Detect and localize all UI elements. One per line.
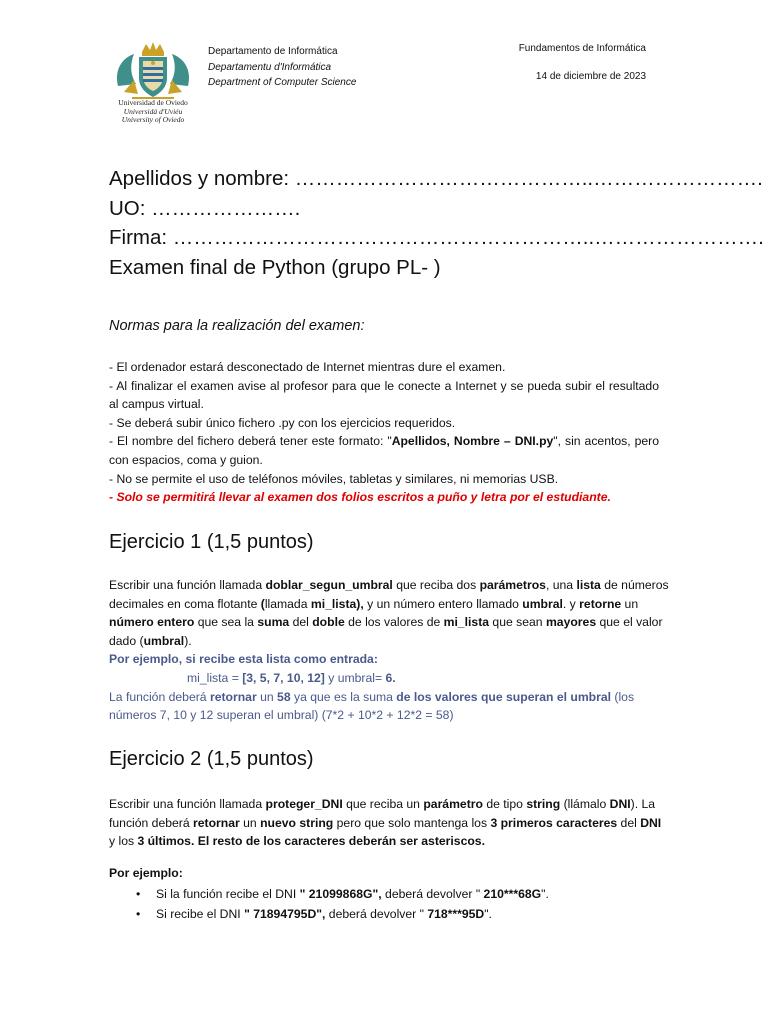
university-names (112, 99, 194, 125)
exercise-1-statement (109, 576, 669, 650)
text: deberá devolver " (381, 886, 484, 901)
text: que sean (489, 615, 546, 630)
exercise-2-example-label: Por ejemplo: (109, 866, 183, 880)
university-name-ast: Universidá d'Uviéu (123, 106, 183, 116)
university-name-es: Universidad de Oviedo (118, 98, 188, 107)
text: La función deberá (109, 689, 210, 704)
university-seal-icon (112, 40, 194, 102)
rule-internet: - El ordenador estará desconectado de Internet mientras dure el examen. (109, 360, 506, 374)
text: umbral (522, 596, 563, 611)
uo-field[interactable]: UO: …………………. (109, 196, 301, 220)
text: . y (562, 596, 580, 611)
text: ". (484, 907, 492, 922)
text: mi_lista = (187, 670, 243, 685)
rule-paper-sheets: - Solo se permitirá llevar al examen dos folios escritos a puño y letra por el estudiante. (109, 490, 611, 505)
rule-filename (109, 432, 659, 469)
text: pero que solo mantenga los (333, 815, 491, 830)
text: doble (312, 615, 345, 630)
exercise-2-body (109, 795, 669, 851)
example-threshold: 6. (385, 670, 396, 685)
rules-list (109, 358, 659, 507)
text: (los números 7, 10 y 12 superan el umbral) (7*2 + 10*2 + 12*2 = 58) (109, 689, 635, 723)
text: parámetros (479, 578, 546, 592)
text: DNI (640, 815, 662, 830)
text: que reciba dos (392, 578, 480, 592)
exercise-1-title: Ejercicio 1 (1,5 puntos) (109, 531, 314, 553)
exercise-1-example-label: Por ejemplo, si recibe esta lista como entrada: (109, 652, 378, 667)
student-fields (109, 164, 764, 282)
text: ". (541, 886, 549, 901)
department-block (208, 44, 356, 91)
exam-date: 14 de diciembre de 2023 (535, 71, 646, 82)
exercise-2-title: Ejercicio 2 (1,5 puntos) (109, 748, 314, 770)
exercise-2-statement (109, 795, 669, 851)
text: de los valores que superan el umbral (396, 689, 612, 704)
text: y un número entero llamado (363, 596, 523, 611)
university-name-en: University of Oviedo (121, 115, 185, 125)
exam-title: Examen final de Python (grupo PL- ) (109, 255, 441, 279)
list-item (136, 885, 549, 904)
department-name-ast: Departamentu d'Informática (208, 61, 332, 73)
text: mayores (545, 615, 597, 630)
text: mi_lista (443, 615, 490, 630)
text: retornar (193, 815, 240, 830)
course-name: Fundamentos de Informática (518, 43, 646, 54)
department-name-en: Department of Computer Science (208, 77, 357, 88)
text: suma (257, 615, 290, 630)
text: y los (109, 834, 138, 849)
text: del (617, 815, 641, 830)
text: mi_lista), (310, 596, 364, 611)
text: , una (545, 578, 577, 592)
exercise-1-body (109, 576, 669, 725)
text: número entero (109, 615, 195, 630)
rules-title: Normas para la realización del examen: (109, 318, 365, 334)
text: string (526, 797, 561, 811)
department-name-es: Departamento de Informática (208, 46, 338, 57)
list-item (136, 905, 549, 924)
function-name: proteger_DNI (265, 797, 343, 811)
text: deberá devolver " (325, 907, 428, 922)
text: ). (184, 633, 192, 648)
text: ", sin acentos, pero con espacios, coma y guion. (109, 434, 659, 467)
name-field[interactable]: Apellidos y nombre: ……………………………………..……………………. (109, 167, 763, 190)
text: llamada (264, 596, 311, 611)
rule-upload: - Al finalizar el examen avise al profesor para que le conecte a Internet y se pueda subir el resultado al campus virtual. (109, 378, 659, 412)
text: de los valores de (344, 615, 444, 630)
exercise-1-example-input (109, 669, 669, 688)
text: retornar (209, 689, 257, 704)
function-name: doblar_segun_umbral (265, 578, 393, 592)
text: umbral (143, 633, 185, 648)
rule-devices: - No se permite el uso de teléfonos móviles, tabletas y similares, ni memorias USB. (109, 471, 559, 486)
filename-format: Apellidos, Nombre – DNI.py (391, 434, 554, 449)
text: (llámalo (560, 797, 610, 811)
bullet-icon: • (136, 886, 141, 901)
text: lista (576, 578, 601, 592)
rule-single-file: - Se deberá subir único fichero .py con los ejercicios requeridos. (109, 415, 456, 430)
example-list (109, 885, 549, 924)
text: 210***68G (483, 886, 542, 901)
example-list: [3, 5, 7, 10, 12] (242, 670, 325, 685)
text: 3 primeros caracteres (490, 815, 618, 830)
text: " 71894795D", (244, 907, 326, 922)
text: retorne (579, 596, 622, 611)
text: 3 últimos. El resto de los caracteres deberán ser asteriscos. (137, 834, 485, 849)
text: de tipo (482, 797, 527, 811)
text: " 21099868G", (299, 886, 382, 901)
exercise-1-example-result (109, 688, 669, 725)
text: del (289, 615, 313, 630)
text: Escribir una función llamada (109, 578, 266, 592)
text: de números decimales en coma flotante (109, 578, 669, 611)
text: - El nombre del fichero deberá tener este formato: " (109, 434, 392, 449)
text: Si la función recibe el DNI (156, 886, 300, 901)
text: ). La función deberá (109, 797, 656, 830)
signature-field[interactable]: Firma: ……………………………………………………..……………………. (109, 226, 764, 249)
text: parámetro (423, 797, 483, 811)
text: ya que es la suma (290, 689, 397, 704)
text: que reciba un (342, 797, 424, 811)
text: ( (260, 596, 265, 611)
text: y umbral= (324, 670, 386, 685)
text: Escribir una función llamada (109, 797, 266, 811)
text: Si recibe el DNI (156, 907, 245, 922)
text: un (621, 596, 639, 611)
text: 718***95D (427, 907, 485, 922)
bullet-icon: • (136, 907, 141, 922)
text: que el valor dado ( (109, 615, 663, 648)
text: nuevo string (260, 815, 334, 830)
text: 58 (277, 689, 291, 704)
text: DNI (609, 797, 631, 811)
text: que sea la (194, 615, 258, 630)
exercise-2-examples (109, 864, 549, 926)
text: un (239, 815, 261, 830)
text: un (256, 689, 278, 704)
